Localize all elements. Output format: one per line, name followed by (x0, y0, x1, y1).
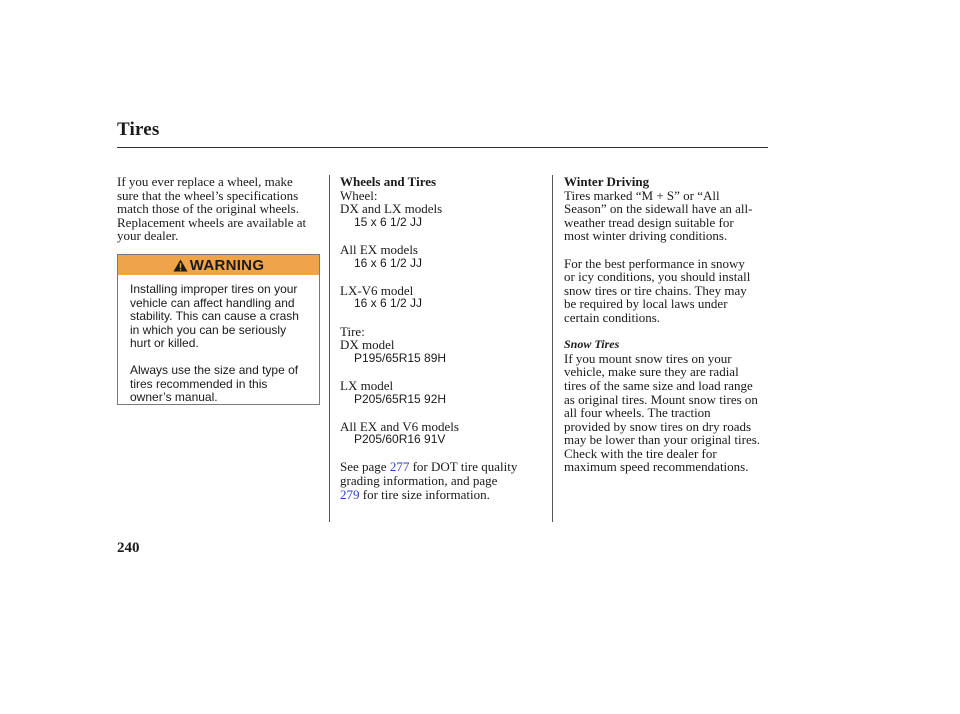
ex-wheel-spec: 16 x 6 1/2 JJ (354, 255, 423, 270)
warning-line: Installing improper tires on your (130, 282, 298, 296)
warning-label: WARNING (189, 256, 265, 274)
winter-line: Tires marked “M + S” or “All (564, 187, 720, 203)
see-page-line (340, 460, 545, 474)
warning-line: in which you can be seriously (130, 322, 287, 337)
tire-label: Tire: (340, 323, 365, 339)
wheel-label: Wheel: (340, 187, 378, 203)
snow-line: If you mount snow tires on your (564, 350, 732, 366)
snow-line: may be lower than your original tires. (564, 432, 761, 448)
header-rule (117, 147, 768, 148)
snow-line: vehicle, make sure they are radial (564, 364, 739, 380)
see-page-text: for tire size information. (359, 486, 490, 502)
warning-box (117, 254, 320, 405)
wheels-tires-section (340, 175, 545, 501)
lx-label: LX model (340, 377, 394, 393)
ex-v6-tire-spec: P205/60R16 91V (354, 432, 446, 447)
see-page-line: grading information, and page (340, 473, 498, 489)
see-page-text: See page (340, 459, 390, 475)
winter-driving-section (564, 175, 769, 474)
winter-line: certain conditions. (564, 309, 661, 325)
section-heading: Wheels and Tires (340, 174, 437, 189)
section-heading: Winter Driving (564, 174, 650, 189)
intro-line: If you ever replace a wheel, make (117, 174, 293, 189)
see-page-text: for DOT tire quality (409, 459, 518, 475)
warning-line: tires recommended in this (130, 376, 268, 391)
winter-line: be required by local laws under (564, 296, 728, 312)
warning-line: Always use the size and type of (130, 362, 299, 377)
warning-banner (118, 255, 319, 275)
column-divider-left (329, 175, 330, 522)
dx-lx-label: DX and LX models (340, 201, 443, 217)
dx-label: DX model (340, 337, 395, 353)
page-number: 240 (117, 540, 140, 556)
intro-line: your dealer. (117, 228, 179, 244)
warning-line: vehicle can affect handling and (130, 295, 295, 310)
warning-line: owner’s manual. (130, 390, 218, 405)
lx-tire-spec: P205/65R15 92H (354, 391, 447, 406)
column-divider-right (552, 175, 553, 522)
lxv6-wheel-spec: 16 x 6 1/2 JJ (354, 296, 423, 311)
intro-line: match those of the original wheels. (117, 201, 299, 217)
snow-line: tires of the same size and load range (564, 377, 753, 393)
page-title: Tires (117, 119, 160, 140)
subsection-heading: Snow Tires (564, 337, 620, 352)
intro-line: sure that the wheel’s specifications (117, 187, 299, 203)
ex-label: All EX models (340, 241, 418, 257)
intro-line: Replacement wheels are available at (117, 214, 307, 230)
warning-text (130, 283, 315, 405)
warning-line: stability. This can cause a crash (130, 309, 299, 324)
ex-v6-label: All EX and V6 models (340, 418, 459, 434)
warning-triangle-icon (173, 259, 188, 272)
page-link-277[interactable]: 277 (389, 459, 410, 475)
winter-line: most winter driving conditions. (564, 228, 728, 244)
winter-line: weather tread design suitable for (564, 214, 734, 230)
intro-paragraph (117, 175, 322, 243)
snow-line: all four wheels. The traction (564, 405, 711, 421)
snow-line: Check with the tire dealer for (564, 445, 717, 461)
dx-lx-wheel-spec: 15 x 6 1/2 JJ (354, 214, 423, 229)
winter-line: or icy conditions, you should install (564, 269, 751, 285)
snow-line: maximum speed recommendations. (564, 459, 749, 475)
dx-tire-spec: P195/65R15 89H (354, 350, 447, 365)
winter-line: Season” on the sidewall have an all- (564, 201, 753, 217)
warning-line: hurt or killed. (130, 336, 199, 351)
snow-line: as original tires. Mount snow tires on (564, 391, 758, 407)
see-page-line (340, 488, 545, 502)
lxv6-label: LX-V6 model (340, 282, 414, 298)
winter-line: For the best performance in snowy (564, 255, 745, 271)
snow-line: provided by snow tires on dry roads (564, 418, 752, 434)
winter-line: snow tires or tire chains. They may (564, 282, 747, 298)
page-link-279[interactable]: 279 (340, 486, 360, 502)
